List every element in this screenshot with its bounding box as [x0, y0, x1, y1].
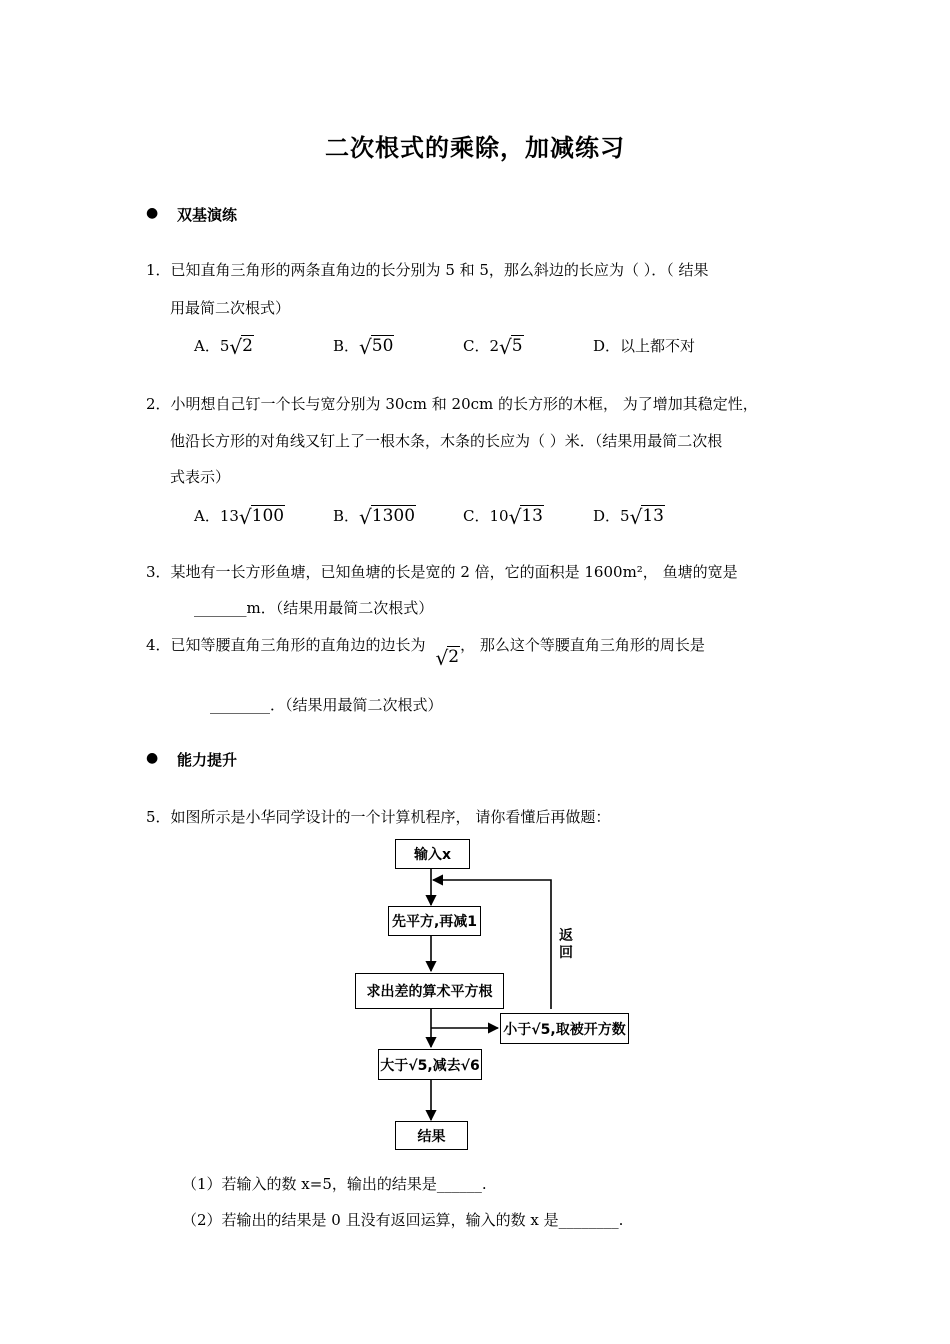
- flowchart-sqrt-box: 求出差的算术平方根: [355, 973, 504, 1009]
- radical: √1300: [359, 505, 416, 529]
- question-5-sub-2: （2）若输出的结果是 0 且没有返回运算，输入的数 x 是________.: [182, 1211, 624, 1229]
- option-label: B．: [333, 337, 360, 355]
- option-d: D．以上都不对: [593, 337, 696, 355]
- bullet-icon: ●: [146, 205, 159, 221]
- radicand: 100: [251, 506, 285, 526]
- radical: √2: [435, 646, 460, 670]
- question-5-line-1: 5．如图所示是小华同学设计的一个计算机程序， 请你看懂后再做题：: [146, 808, 611, 826]
- flowchart-input-box: 输入x: [395, 839, 470, 869]
- radical: √13: [508, 505, 543, 529]
- section-heading: 双基演练: [177, 206, 238, 224]
- radical: √50: [359, 335, 394, 359]
- question-2-line-3: 式表示）: [170, 468, 231, 486]
- option-label: D．5: [593, 507, 630, 525]
- radicand: 2: [448, 647, 460, 667]
- radical: √5: [499, 335, 523, 359]
- question-4-text-b: ， 那么这个等腰直角三角形的周长是: [460, 636, 705, 654]
- radicand: 2: [242, 336, 253, 356]
- option-label: C．2: [463, 337, 500, 355]
- page-title: 二次根式的乘除，加减练习: [325, 134, 625, 162]
- question-4-line-2: ________．（结果用最简二次根式）: [210, 696, 443, 714]
- radical: √2: [229, 335, 253, 359]
- question-1-line-2: 用最简二次根式）: [170, 299, 291, 317]
- question-3-line-1: 3．某地有一长方形鱼塘，已知鱼塘的长是宽的 2 倍，它的面积是 1600m²， 鱼塘的宽是: [146, 563, 738, 581]
- option-label: A．5: [194, 337, 230, 355]
- flowchart-less-than-box: 小于√5,取被开方数: [500, 1013, 629, 1044]
- question-2-line-2: 他沿长方形的对角线又钉上了一根木条，木条的长应为（ ）米．（结果用最简二次根: [170, 432, 723, 450]
- option-label: A．13: [194, 507, 239, 525]
- radicand: 13: [521, 506, 543, 526]
- flowchart-greater-than-box: 大于√5,减去√6: [378, 1049, 482, 1080]
- question-1-line-1: 1．已知直角三角形的两条直角边的长分别为 5 和 5，那么斜边的长应为（ ）．（ 结果: [146, 261, 709, 279]
- option-label: B．: [333, 507, 360, 525]
- section-heading: 能力提升: [177, 751, 238, 769]
- flowchart-square-minus-one-box: 先平方,再减1: [388, 906, 481, 936]
- flowchart-result-box: 结果: [395, 1121, 468, 1150]
- radical: √13: [629, 505, 664, 529]
- radicand: 50: [371, 336, 394, 356]
- flowchart-return-label: 返回: [559, 928, 573, 961]
- bullet-icon: ●: [146, 750, 159, 766]
- radicand: 1300: [371, 506, 416, 526]
- radicand: 5: [511, 336, 523, 356]
- question-3-line-2: _______m．（结果用最简二次根式）: [194, 599, 434, 617]
- question-5-sub-1: （1）若输入的数 x=5，输出的结果是______.: [182, 1175, 487, 1193]
- radicand: 13: [642, 506, 664, 526]
- option-label: C．10: [463, 507, 509, 525]
- radical: √100: [238, 505, 285, 529]
- question-2-line-1: 2．小明想自己钉一个长与宽分别为 30cm 和 20cm 的长方形的木框， 为了增加其稳定性，: [146, 395, 758, 413]
- question-4-text-a: 4．已知等腰直角三角形的直角边的边长为: [146, 636, 426, 654]
